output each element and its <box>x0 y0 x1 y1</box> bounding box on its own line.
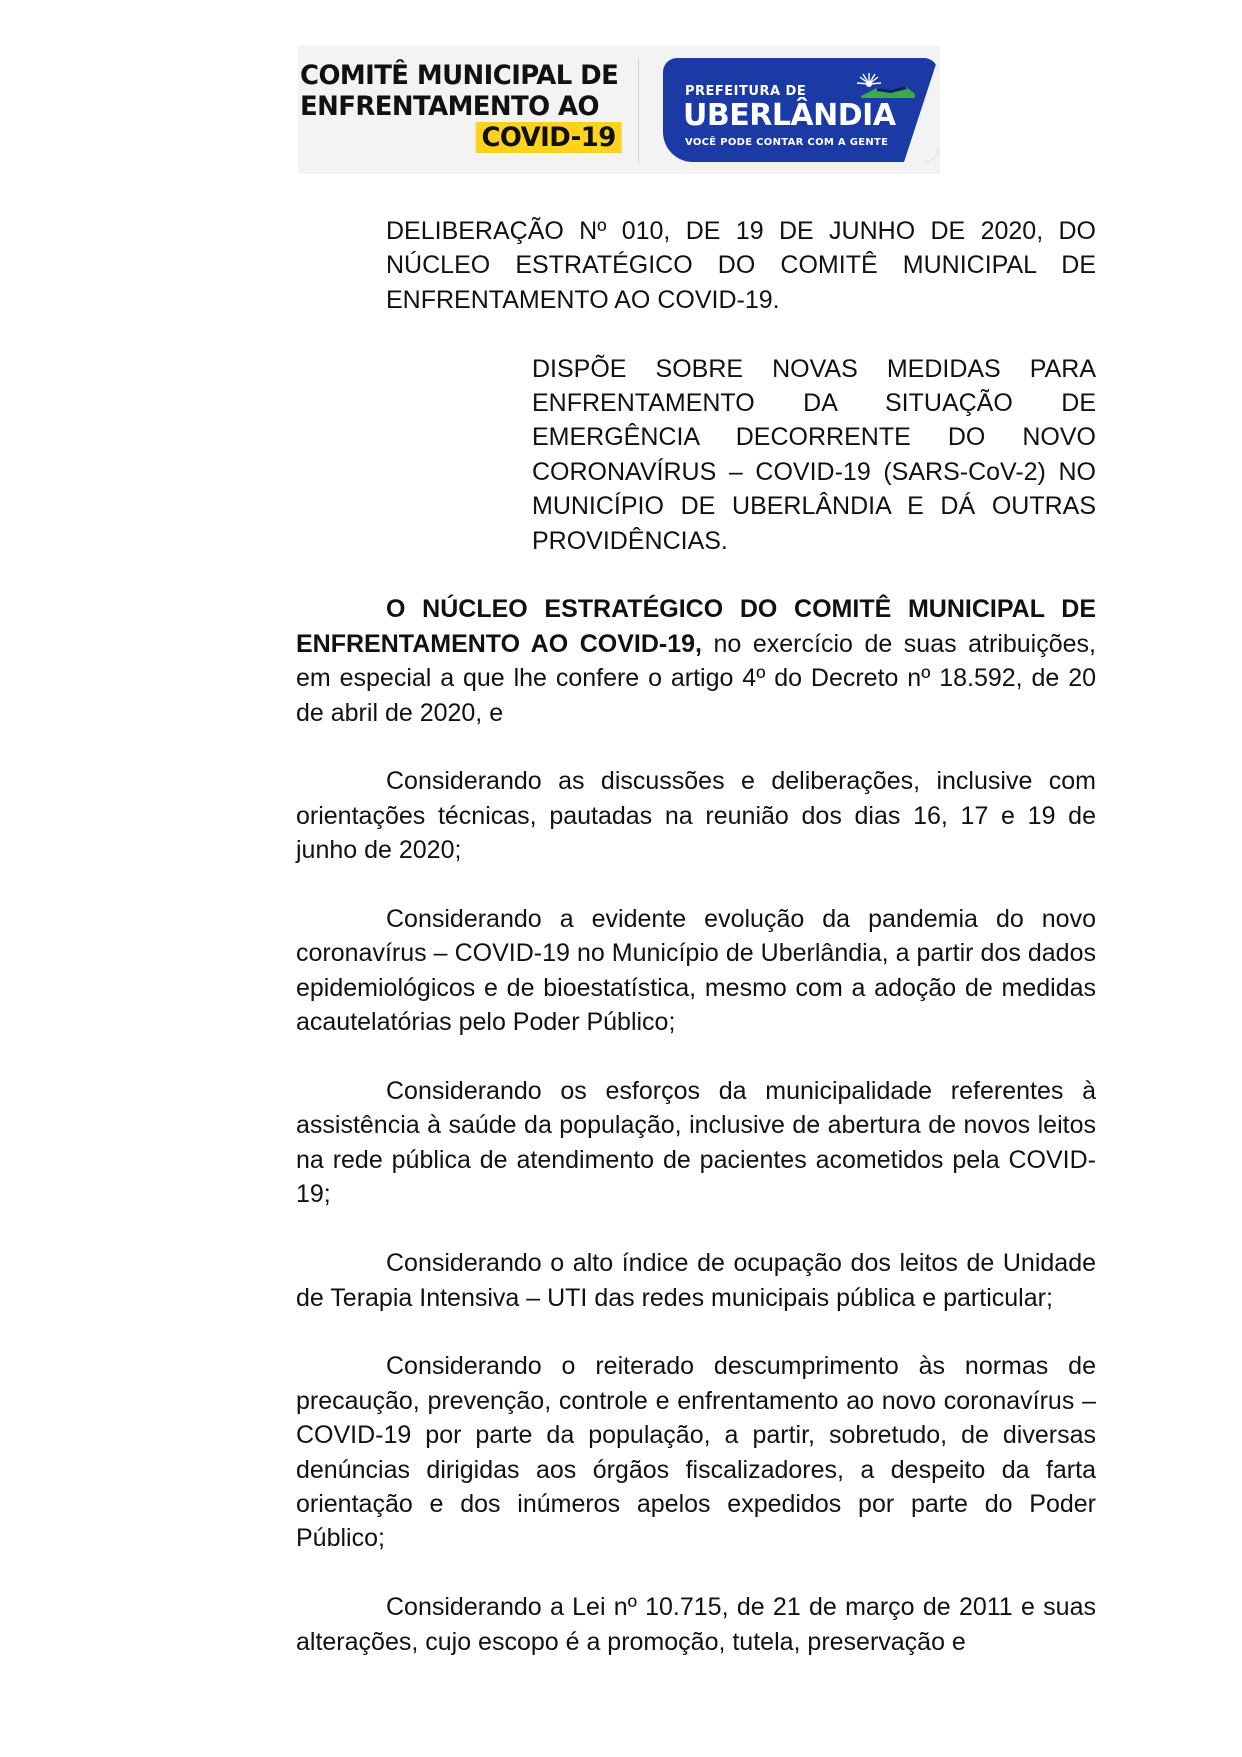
prefeitura-slogan: VOCÊ PODE CONTAR COM A GENTE <box>685 137 889 148</box>
committee-logo <box>300 60 619 153</box>
deliberation-title: DELIBERAÇÃO Nº 010, DE 19 DE JUNHO DE 2020, DO NÚCLEO ESTRATÉGICO DO COMITÊ MUNICIPAL DE ENFRENTAMENTO AO COVID-19. <box>386 217 1096 314</box>
document-body <box>296 214 1096 1693</box>
prefeitura-top-label: PREFEITURA DE <box>685 84 807 99</box>
considerando-paragraph: Considerando as discussões e deliberações, inclusive com orientações técnicas, pautadas na reunião dos dias 16, 17 e 19 de junho de 2020; <box>296 767 1096 865</box>
logo-divider <box>638 58 639 162</box>
considerando-paragraph: Considerando o alto índice de ocupação dos leitos de Unidade de Terapia Intensiva – UTI das redes municipais pública e particular; <box>296 1249 1096 1312</box>
considerando-paragraph: Considerando a Lei nº 10.715, de 21 de março de 2011 e suas alterações, cujo escopo é a promoção, tutela, preservação e <box>296 1593 1096 1656</box>
prefeitura-city-name: UBERLÂNDIA <box>683 98 896 133</box>
deliberation-summary: DISPÕE SOBRE NOVAS MEDIDAS PARA ENFRENTAMENTO DA SITUAÇÃO DE EMERGÊNCIA DECORRENTE DO NOVO CORONAVÍRUS – COVID-19 (SARS-CoV-2) NO MUNICÍPIO DE UBERLÂNDIA E DÁ OUTRAS PROVIDÊNCIAS. <box>532 354 1096 555</box>
considerando-paragraph: Considerando a evidente evolução da pandemia do novo coronavírus – COVID-19 no Município de Uberlândia, a partir dos dados epidemiológicos e de bioestatística, mesmo com a adoção de medidas acautelatórias pelo Poder Público; <box>296 905 1096 1037</box>
committee-line-1: COMITÊ MUNICIPAL DE <box>300 60 619 91</box>
committee-covid-label: COVID-19 <box>476 122 622 153</box>
preamble-paragraph <box>296 592 1096 730</box>
considerando-paragraph: Considerando os esforços da municipalidade referentes à assistência à saúde da população, inclusive de abertura de novos leitos na rede pública de atendimento de pacientes acometidos pela COVID-19; <box>296 1077 1096 1209</box>
header-banner <box>298 46 940 174</box>
preamble-text: no exercício de suas atribuições, em especial a que lhe confere o artigo 4º do Decreto nº 18.592, de 20 de abril de 2020, e <box>296 629 1096 727</box>
committee-line-2: ENFRENTAMENTO AO <box>300 91 600 122</box>
preamble-authority: O NÚCLEO ESTRATÉGICO DO COMITÊ MUNICIPAL DE ENFRENTAMENTO AO COVID-19, <box>296 595 1096 658</box>
prefeitura-logo <box>663 58 938 162</box>
considerando-paragraph: Considerando o reiterado descumprimento às normas de precaução, prevenção, controle e enfrentamento ao novo coronavírus – COVID-19 por parte da população, a partir, sobretudo, de diversas denúncias dirigidas aos órgãos fiscalizadores, a despeito da farta orientação e dos inúmeros apelos expedidos por parte do Poder Público; <box>296 1352 1096 1553</box>
